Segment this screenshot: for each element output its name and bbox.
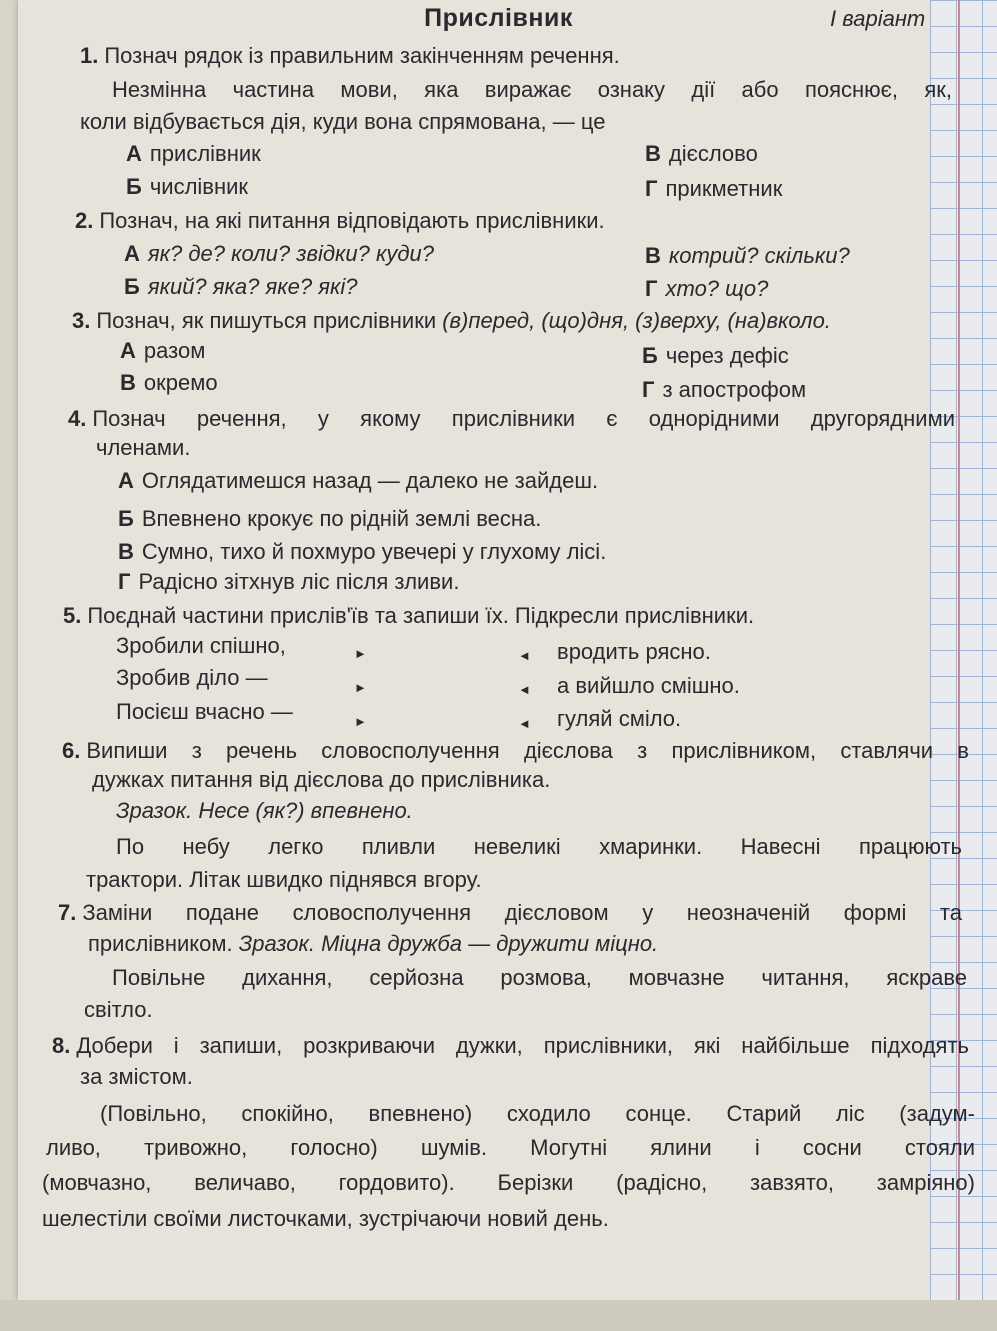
table-surface bbox=[0, 1300, 997, 1331]
q8-instruction-line1: 8. Добери і запиши, розкриваючи дужки, прислівники, які найбільше підходять bbox=[52, 1033, 969, 1058]
q4-instruction-line1: 4. Познач речення, у якому прислівники є однорідними другорядними bbox=[68, 406, 955, 431]
q6-instruction-line1: 6. Випиши з речень словосполучення дієслова з прислівником, ставлячи в bbox=[62, 738, 969, 763]
q5-left-3: Посієш вчасно — bbox=[116, 699, 293, 724]
q4-option-a: А Оглядатимешся назад — далеко не зайдеш. bbox=[118, 468, 599, 493]
q5-arrow-left-1: ◄ bbox=[518, 648, 531, 663]
q1-instruction bbox=[80, 42, 620, 70]
q4-option-g: Г Радісно зітхнув ліс після зливи. bbox=[118, 569, 460, 594]
q5-arrow-left-2: ◄ bbox=[518, 682, 531, 697]
q1-option-a: А прислівник bbox=[126, 141, 261, 166]
q2-option-b: Б який? яка? яке? які? bbox=[124, 274, 358, 299]
q4-option-v: В Сумно, тихо й похмуро увечері у глухому лісі. bbox=[118, 539, 607, 564]
q1-option-v: В дієслово bbox=[645, 141, 758, 166]
q7-instruction-line1: 7. Заміни подане словосполучення дієсловом у неозначеній формі та bbox=[58, 900, 962, 925]
q6-body-line1: По небу легко пливли невеликі хмаринки. Навесні працюють bbox=[116, 834, 962, 859]
q1-stem-line2: коли відбувається дія, куди вона спрямована, — це bbox=[80, 109, 606, 134]
q5-arrow-left-3: ◄ bbox=[518, 716, 531, 731]
q7-body-line2: світло. bbox=[84, 997, 153, 1022]
q8-instruction-line2: за змістом. bbox=[80, 1064, 193, 1089]
q3-option-a: А разом bbox=[120, 338, 206, 363]
q4-instruction-line2: членами. bbox=[96, 435, 191, 460]
q6-sample: Зразок. Несе (як?) впевнено. bbox=[116, 798, 413, 823]
q3-option-g: Г з апострофом bbox=[642, 377, 807, 402]
q5-arrow-right-2: ► bbox=[354, 680, 367, 695]
q3-option-b: Б через дефіс bbox=[642, 343, 789, 368]
q7-sample: Зразок. Міцна дружба — дружити міцно. bbox=[238, 931, 659, 956]
q3-instruction: 3. Познач, як пишуться прислівники (в)перед, (що)дня, (з)верху, (на)вколо. bbox=[72, 308, 831, 333]
q8-body-line1: (Повільно, спокійно, впевнено) сходило сонце. Старий ліс (задум- bbox=[100, 1101, 975, 1126]
notebook-edge bbox=[930, 0, 997, 1331]
q3-words: (в)перед, (що)дня, (з)верху, (на)вколо. bbox=[442, 308, 831, 333]
q1-option-b: Б числівник bbox=[126, 174, 249, 199]
q5-right-1: вродить рясно. bbox=[557, 639, 711, 664]
q2-option-v: В котрий? скільки? bbox=[645, 243, 850, 268]
q4-option-b: Б Впевнено крокує по рідній землі весна. bbox=[118, 506, 542, 531]
q2-option-g: Г хто? що? bbox=[645, 276, 769, 301]
variant-label: І варіант bbox=[830, 6, 926, 31]
q5-left-2: Зробив діло — bbox=[116, 665, 268, 690]
q5-instruction: 5. Поєднай частини прислів'їв та запиши їх. Підкресли прислівники. bbox=[63, 603, 755, 628]
notebook-margin-line bbox=[958, 0, 960, 1331]
q1-text: Познач рядок із правильним закінченням речення. bbox=[104, 43, 620, 68]
q8-body-line2: ливо, тривожно, голосно) шумів. Могутні ялини і сосни стояли bbox=[46, 1135, 975, 1160]
q5-arrow-right-3: ► bbox=[354, 714, 367, 729]
q1-number: 1. bbox=[80, 43, 99, 68]
q5-right-2: а вийшло смішно. bbox=[557, 673, 740, 698]
q1-stem-line1: Незмінна частина мови, яка виражає ознаку дії або пояснює, як, bbox=[112, 77, 952, 102]
q8-body-line4: шелестіли своїми листочками, зустрічаючи новий день. bbox=[42, 1206, 609, 1231]
q7-body-line1: Повільне дихання, серйозна розмова, мовчазне читання, яскраве bbox=[112, 965, 967, 990]
q1-option-g: Г прикметник bbox=[645, 176, 783, 201]
q5-arrow-right-1: ► bbox=[354, 646, 367, 661]
q5-right-3: гуляй сміло. bbox=[557, 706, 682, 731]
page-title: Прислівник bbox=[424, 4, 573, 32]
q7-instruction-line2: прислівником. Зразок. Міцна дружба — дружити міцно. bbox=[88, 931, 659, 956]
q6-body-line2: трактори. Літак швидко піднявся вгору. bbox=[86, 867, 482, 892]
q2-instruction: 2. Познач, на які питання відповідають прислівники. bbox=[75, 208, 605, 233]
q3-option-v: В окремо bbox=[120, 370, 218, 395]
q8-body-line3: (мовчазно, величаво, гордовито). Берізки (радісно, завзято, замріяно) bbox=[42, 1170, 975, 1195]
q2-option-a: А як? де? коли? звідки? куди? bbox=[124, 241, 434, 266]
q5-left-1: Зробили спішно, bbox=[116, 633, 286, 658]
q6-instruction-line2: дужках питання від дієслова до прислівника. bbox=[92, 767, 551, 792]
